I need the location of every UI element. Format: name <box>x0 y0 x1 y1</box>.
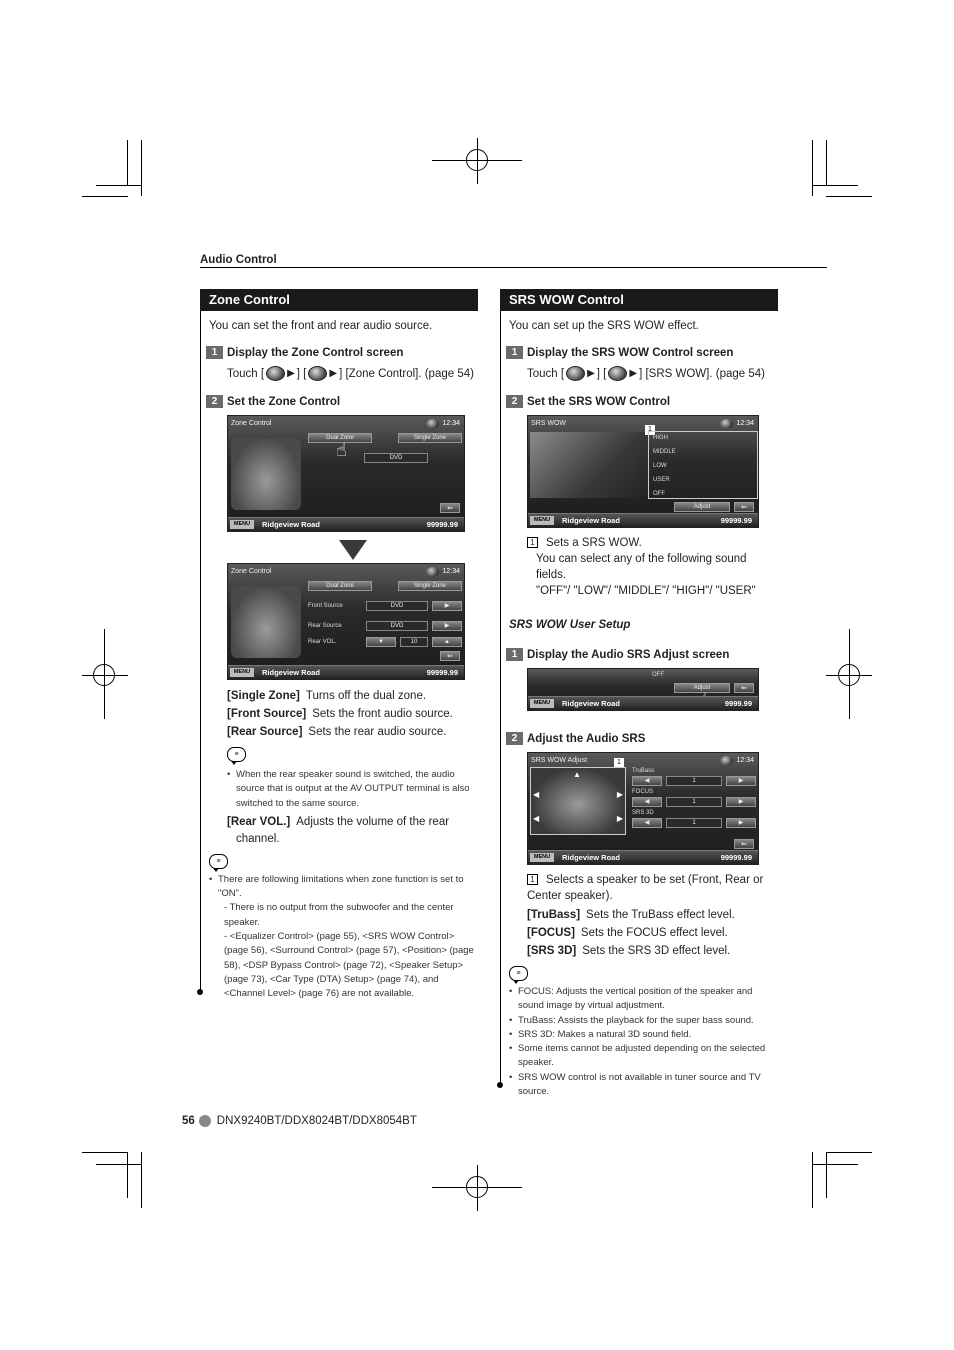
srs3d-label: SRS 3D <box>632 810 654 816</box>
callout-marker: 1 <box>614 758 624 768</box>
status-bar <box>528 696 758 710</box>
road-name: Ridgeview Road <box>262 668 320 677</box>
option-off[interactable]: OFF <box>653 491 665 497</box>
rear-left-speaker-button[interactable]: ◀ <box>533 814 540 823</box>
car-seats-image <box>231 586 301 658</box>
option-user[interactable]: USER <box>653 477 670 483</box>
crop-mark <box>82 1152 128 1153</box>
rear-vol-value: 10 <box>400 637 428 647</box>
adjust-button[interactable]: Adjust <box>674 683 730 693</box>
zone-control-screen-2 <box>227 563 465 680</box>
zone-step-2 <box>206 394 478 409</box>
hand-pointer-icon: ☝ <box>336 440 347 460</box>
zone-note-2-sub-2: - <Equalizer Control> (page 55), <SRS WOW Control> (page 56), <Surround Control> (page 57), <Position> (page 58), <DSP Bypass Control> (page 72), <Speaker Setup> (page 73), <Car Type (DTA) Setup> (page 74), and <Channel Level> (page 76) are not available. <box>224 931 474 1000</box>
step-title: Display the Audio SRS Adjust screen <box>527 648 730 661</box>
trubass-up-button[interactable]: ▶ <box>726 776 756 786</box>
crop-mark <box>96 185 142 186</box>
clock: 12:34 <box>426 566 460 578</box>
zone-step-1 <box>206 345 478 360</box>
globe-icon <box>426 567 439 577</box>
front-source-next-button[interactable]: ▶ <box>432 601 462 611</box>
callout-options: "OFF"/ "LOW"/ "MIDDLE"/ "HIGH"/ "USER" <box>536 585 756 597</box>
back-button[interactable]: ⇐ <box>734 683 754 693</box>
road-name: Ridgeview Road <box>562 853 620 862</box>
focus-down-button[interactable]: ◀ <box>632 797 662 807</box>
srs-step-3 <box>506 647 778 662</box>
road-name: Ridgeview Road <box>562 516 620 525</box>
step-title: Adjust the Audio SRS <box>527 732 646 745</box>
step-title: Set the Zone Control <box>227 395 341 408</box>
back-button[interactable]: ⇐ <box>734 502 754 512</box>
step-number: 2 <box>506 395 523 408</box>
back-button[interactable]: ⇐ <box>440 651 460 661</box>
rear-right-speaker-button[interactable]: ▶ <box>616 814 623 823</box>
front-speaker-button[interactable]: ▲ <box>573 770 581 779</box>
crop-mark <box>141 1152 142 1208</box>
callout-description-detail: You can select any of the following sound fields. <box>536 553 747 581</box>
srs-wow-title: SRS WOW Control <box>500 289 778 311</box>
clock: 12:34 <box>426 418 460 430</box>
crop-mark <box>96 1164 142 1165</box>
odometer: 99999.99 <box>426 668 458 677</box>
srs3d-value: 1 <box>666 818 722 828</box>
option-middle[interactable]: MIDDLE <box>653 449 676 455</box>
clock: 12:34 <box>720 418 754 430</box>
definition-srs3d: [SRS 3D] Sets the SRS 3D effect level. <box>527 945 731 957</box>
section-label: Audio Control <box>200 254 277 266</box>
registration-mark <box>838 664 860 686</box>
step-number: 2 <box>506 732 523 745</box>
step-number: 1 <box>506 648 523 661</box>
status-bar <box>528 513 758 527</box>
note-icon: ≡ <box>509 966 528 981</box>
crop-mark <box>82 196 128 197</box>
menu-button[interactable]: MENU <box>230 668 254 677</box>
srs-note-srs3d: • SRS 3D: Makes a natural 3D sound field. <box>518 1028 778 1042</box>
registration-mark <box>466 1176 488 1198</box>
zone-note-2: • There are following limitations when zone function is set to "ON". <box>218 873 478 902</box>
right-speaker-button[interactable]: ▶ <box>616 790 623 799</box>
running-header <box>200 250 827 268</box>
definition-rear-vol: [Rear VOL.] Adjusts the volume of the rear channel. <box>227 815 450 845</box>
callout-marker: 1 <box>527 874 538 885</box>
srs3d-up-button[interactable]: ▶ <box>726 818 756 828</box>
odometer: 99999.99 <box>720 853 752 862</box>
srs-step-2 <box>506 394 778 409</box>
callout-description: 1 Selects a speaker to be set (Front, Rear or Center speaker). <box>527 874 764 902</box>
rear-source-value: DVD <box>366 621 428 631</box>
status-bar <box>228 665 464 679</box>
rear-vol-label: Rear VOL. <box>308 639 337 645</box>
model-names: DNX9240BT/DDX8024BT/DDX8054BT <box>216 1115 417 1127</box>
crop-mark <box>812 1152 813 1208</box>
dual-zone-button[interactable]: Dual Zone <box>308 581 372 591</box>
srs-option-list <box>648 431 758 499</box>
top-menu-icon <box>566 366 585 381</box>
crop-mark <box>127 1152 128 1198</box>
globe-icon <box>720 756 733 766</box>
single-zone-button[interactable]: Single Zone <box>398 581 462 591</box>
srs-touch-instruction: Touch [ ▶ ] [ ▶ ] [SRS WOW]. (page 54) <box>527 367 765 380</box>
trubass-value: 1 <box>666 776 722 786</box>
definition-focus: [FOCUS] Sets the FOCUS effect level. <box>527 927 728 939</box>
rear-source-next-button[interactable]: ▶ <box>432 621 462 631</box>
srs-wow-screen <box>527 415 759 528</box>
srs-note-trubass: • TruBass: Assists the playback for the super bass sound. <box>518 1014 778 1028</box>
srs-wow-column <box>500 289 778 1099</box>
srs-user-setup-heading: SRS WOW User Setup <box>509 619 631 631</box>
road-name: Ridgeview Road <box>262 520 320 529</box>
step-title: Set the SRS WOW Control <box>527 395 671 408</box>
back-button[interactable]: ⇐ <box>440 503 460 513</box>
srs-note-speaker: • Some items cannot be adjusted depending on the selected speaker. <box>518 1042 778 1071</box>
crop-mark <box>127 140 128 186</box>
down-arrow-icon <box>339 540 367 560</box>
callout-description: 1 Sets a SRS WOW. <box>527 535 778 551</box>
odometer: 99999.99 <box>426 520 458 529</box>
status-bar <box>528 850 758 864</box>
zone-touch-instruction: Touch [ ▶ ] [ ▶ ] [Zone Control]. (page 54) <box>227 367 474 380</box>
menu-button[interactable]: MENU <box>530 853 554 862</box>
screen-title: SRS WOW Adjust <box>531 757 588 764</box>
srs-step-1 <box>506 345 778 360</box>
definition-rear-source: [Rear Source] Sets the rear audio source. <box>227 726 447 738</box>
screen-title: Zone Control <box>231 420 272 427</box>
zone-control-screen-1 <box>227 415 465 532</box>
option-low[interactable]: LOW <box>653 463 667 469</box>
crop-mark <box>826 1152 827 1198</box>
crop-mark <box>826 196 872 197</box>
srs-step-4 <box>506 731 778 746</box>
trubass-label: TruBass <box>632 768 655 774</box>
trubass-down-button[interactable]: ◀ <box>632 776 662 786</box>
focus-value: 1 <box>666 797 722 807</box>
off-label: OFF <box>652 672 664 678</box>
menu-button[interactable]: MENU <box>530 516 554 525</box>
focus-up-button[interactable]: ▶ <box>726 797 756 807</box>
definition-trubass: [TruBass] Sets the TruBass effect level. <box>527 909 735 921</box>
crop-mark <box>812 1164 858 1165</box>
screen-title: Zone Control <box>231 568 272 575</box>
note-icon: ≡ <box>227 747 246 762</box>
step-number: 1 <box>206 346 223 359</box>
callout-marker: 1 <box>527 537 538 548</box>
zone-control-column <box>200 289 478 1002</box>
source-display: DVD <box>364 453 428 463</box>
odometer: 9999.99 <box>724 699 752 708</box>
screen-title: SRS WOW <box>531 420 566 427</box>
road-name: Ridgeview Road <box>562 699 620 708</box>
adjust-button[interactable]: Adjust <box>674 502 730 512</box>
audio-icon <box>608 366 627 381</box>
rear-vol-up-button[interactable]: ▲ <box>432 637 462 647</box>
step-title: Display the SRS WOW Control screen <box>527 346 734 359</box>
srs3d-down-button[interactable]: ◀ <box>632 818 662 828</box>
front-source-value: DVD <box>366 601 428 611</box>
zone-intro: You can set the front and rear audio source. <box>209 320 433 332</box>
top-menu-icon <box>266 366 285 381</box>
dual-zone-button[interactable]: Dual Zone <box>308 433 372 443</box>
single-zone-button[interactable]: Single Zone <box>398 433 462 443</box>
registration-mark <box>466 149 488 171</box>
crop-mark <box>826 1152 872 1153</box>
globe-icon <box>720 419 733 429</box>
step-number: 2 <box>206 395 223 408</box>
status-bar <box>228 517 464 531</box>
zone-note-2-sub-1: - There is no output from the subwoofer and the center speaker. <box>224 902 454 928</box>
definition-single-zone: [Single Zone] Turns off the dual zone. <box>227 690 427 702</box>
clock: 12:34 <box>720 755 754 767</box>
car-interior-image <box>530 432 648 498</box>
menu-button[interactable]: MENU <box>530 699 554 708</box>
focus-label: FOCUS <box>632 789 653 795</box>
bullet-dot-icon <box>199 1115 211 1127</box>
callout-marker: 1 <box>645 425 655 435</box>
left-speaker-button[interactable]: ◀ <box>533 790 540 799</box>
arrow-right-icon: ▶ <box>587 368 595 379</box>
car-seats-image <box>231 438 301 510</box>
note-icon: ≡ <box>209 854 228 869</box>
crop-mark <box>812 185 858 186</box>
arrow-right-icon: ▶ <box>329 368 338 379</box>
page-footer <box>182 1115 417 1127</box>
crop-mark <box>826 140 827 186</box>
zone-control-title: Zone Control <box>200 289 478 311</box>
front-source-label: Front Source <box>308 603 343 609</box>
option-high[interactable]: HIGH <box>653 435 668 441</box>
crop-mark <box>812 140 813 196</box>
odometer: 99999.99 <box>720 516 752 525</box>
zone-note-1: • When the rear speaker sound is switched, the audio source that is output at the AV OUTPUT terminal is also switched to the same source. <box>236 768 478 811</box>
step-number: 1 <box>506 346 523 359</box>
step-title: Display the Zone Control screen <box>227 346 404 359</box>
crop-mark <box>141 140 142 196</box>
srs-wow-adjust-screen <box>527 752 759 865</box>
srs-note-focus: • FOCUS: Adjusts the vertical position of the speaker and sound image by virtual adjustment. <box>518 985 778 1014</box>
arrow-right-icon: ▶ <box>287 368 295 379</box>
rear-vol-down-button[interactable]: ▼ <box>366 637 396 647</box>
srs-adjust-entry-screen <box>527 668 759 711</box>
srs-intro: You can set up the SRS WOW effect. <box>509 320 699 332</box>
definition-front-source: [Front Source] Sets the front audio source. <box>227 708 453 720</box>
menu-button[interactable]: MENU <box>230 520 254 529</box>
arrow-right-icon: ▶ <box>629 368 638 379</box>
page-number: 56 <box>182 1115 195 1127</box>
srs-note-availability: • SRS WOW control is not available in tuner source and TV source. <box>518 1071 778 1100</box>
globe-icon <box>426 419 439 429</box>
registration-mark <box>93 664 115 686</box>
audio-icon <box>308 366 327 381</box>
back-button[interactable]: ⇐ <box>734 839 754 849</box>
rear-source-label: Rear Source <box>308 623 342 629</box>
speaker-selector[interactable] <box>530 767 626 835</box>
